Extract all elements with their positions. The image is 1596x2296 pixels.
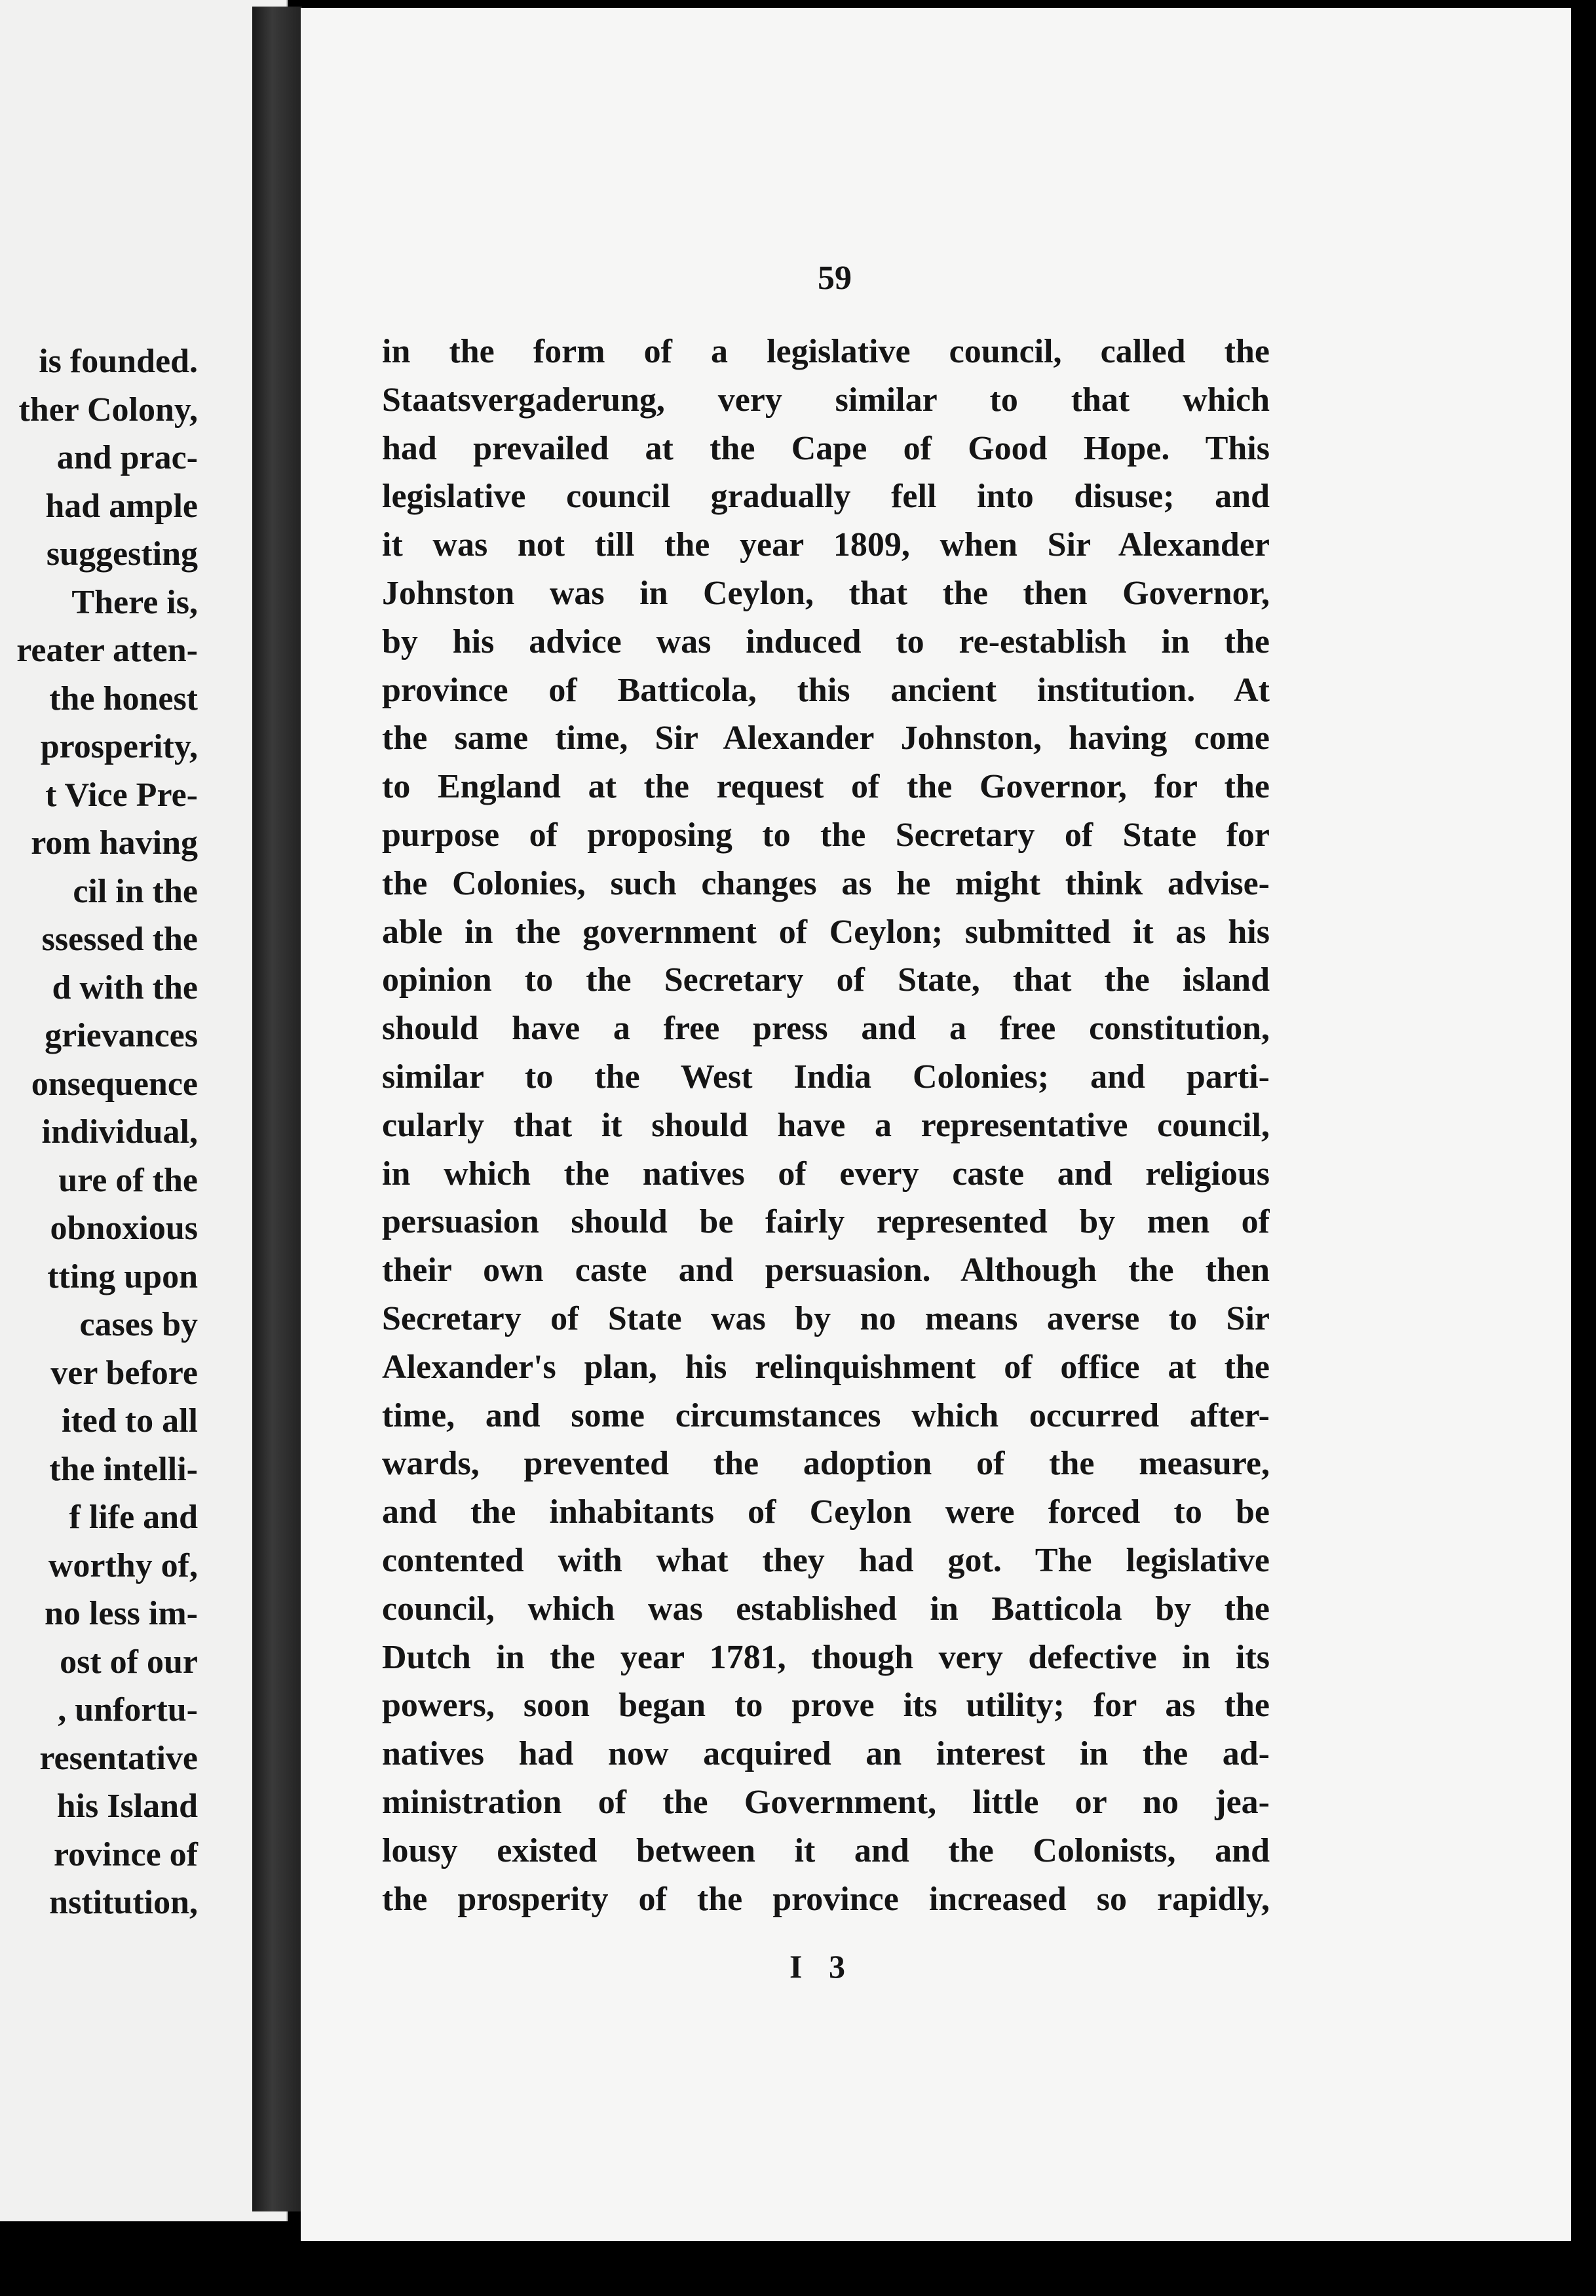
left-line: and prac- <box>56 439 198 476</box>
left-line: tting upon <box>47 1257 198 1295</box>
text-line: the same time, Sir Alexander Johnston, having come <box>382 719 1270 757</box>
left-line: individual, <box>41 1113 198 1151</box>
text-line: it was not till the year 1809, when Sir Alexander <box>382 526 1270 564</box>
left-line: ost of our <box>60 1643 198 1681</box>
left-line: had ample <box>45 487 198 525</box>
text-line: had prevailed at the Cape of Good Hope. This <box>382 429 1270 467</box>
left-line: , unfortu- <box>58 1691 198 1729</box>
left-line: ure of the <box>58 1161 198 1199</box>
text-line: should have a free press and a free constitution, <box>382 1010 1270 1048</box>
text-line: cularly that it should have a representative council, <box>382 1106 1270 1144</box>
left-line: ited to all <box>62 1402 198 1440</box>
text-line: and the inhabitants of Ceylon were forced to be <box>382 1493 1270 1531</box>
book-gutter <box>252 7 302 2211</box>
text-line: time, and some circumstances which occurred after- <box>382 1396 1270 1434</box>
left-line: the intelli- <box>49 1450 198 1488</box>
left-line: his Island <box>56 1788 198 1825</box>
left-line: reater atten- <box>16 632 198 669</box>
left-line: resentative <box>39 1739 198 1777</box>
text-line: their own caste and persuasion. Although the then <box>382 1252 1270 1290</box>
text-line: purpose of proposing to the Secretary of State for <box>382 816 1270 854</box>
left-line: ssessed the <box>41 921 198 958</box>
left-line: d with the <box>52 968 198 1006</box>
right-page-text <box>382 328 1270 1923</box>
text-line: Secretary of State was by no means averse to Sir <box>382 1299 1270 1337</box>
left-page <box>0 0 288 2221</box>
text-line: the prosperity of the province increased so rapidly, <box>382 1880 1270 1918</box>
left-line: is founded. <box>39 343 198 380</box>
left-line: suggesting <box>46 535 198 573</box>
text-line: in which the natives of every caste and religious <box>382 1155 1270 1193</box>
text-line: by his advice was induced to re-establish in the <box>382 622 1270 660</box>
left-line: ver before <box>50 1354 198 1392</box>
text-line: persuasion should be fairly represented by men of <box>382 1203 1270 1241</box>
left-line: cil in the <box>73 872 198 910</box>
page-number: 59 <box>818 259 852 297</box>
left-line: cases by <box>79 1306 198 1343</box>
signature-mark: I 3 <box>789 1948 854 1985</box>
text-line: natives had now acquired an interest in the ad- <box>382 1735 1270 1773</box>
text-line: lousy existed between it and the Colonists, and <box>382 1831 1270 1869</box>
text-line: opinion to the Secretary of State, that the island <box>382 961 1270 999</box>
left-line: worthy of, <box>48 1546 198 1584</box>
left-line: f life and <box>69 1499 198 1536</box>
left-line: grievances <box>45 1017 198 1054</box>
left-line: rovince of <box>54 1835 198 1873</box>
text-line: Dutch in the year 1781, though very defective in its <box>382 1638 1270 1676</box>
left-line: t Vice Pre- <box>45 776 198 814</box>
text-line: province of Batticola, this ancient institution. At <box>382 671 1270 709</box>
left-line: prosperity, <box>40 728 198 765</box>
left-line: nstitution, <box>49 1884 198 1921</box>
text-line: powers, soon began to prove its utility; for as the <box>382 1687 1270 1725</box>
text-line: council, which was established in Batticola by the <box>382 1590 1270 1628</box>
left-line: the honest <box>49 679 198 718</box>
text-line: legislative council gradually fell into disuse; and <box>382 478 1270 516</box>
left-line: There is, <box>71 583 198 621</box>
left-line: obnoxious <box>50 1210 198 1247</box>
text-line: ministration of the Government, little or no jea- <box>382 1783 1270 1821</box>
text-line: Staatsvergaderung, very similar to that which <box>382 381 1270 419</box>
text-line: Alexander's plan, his relinquishment of office at the <box>382 1348 1270 1386</box>
left-line: onsequence <box>31 1065 198 1103</box>
left-line: ther Colony, <box>18 391 198 429</box>
left-page-text <box>16 337 198 1927</box>
text-line: Johnston was in Ceylon, that the then Governor, <box>382 574 1270 612</box>
left-line: no less im- <box>45 1595 198 1632</box>
text-line: to England at the request of the Governor, for the <box>382 768 1270 806</box>
text-line: able in the government of Ceylon; submitted it as his <box>382 913 1270 951</box>
text-line: wards, prevented the adoption of the measure, <box>382 1445 1270 1483</box>
text-line: contented with what they had got. The legislative <box>382 1541 1270 1579</box>
left-line: rom having <box>31 824 198 862</box>
text-line: the Colonies, such changes as he might think advise- <box>382 864 1270 902</box>
text-line: similar to the West India Colonies; and parti- <box>382 1058 1270 1096</box>
text-line: in the form of a legislative council, called the <box>382 333 1270 370</box>
